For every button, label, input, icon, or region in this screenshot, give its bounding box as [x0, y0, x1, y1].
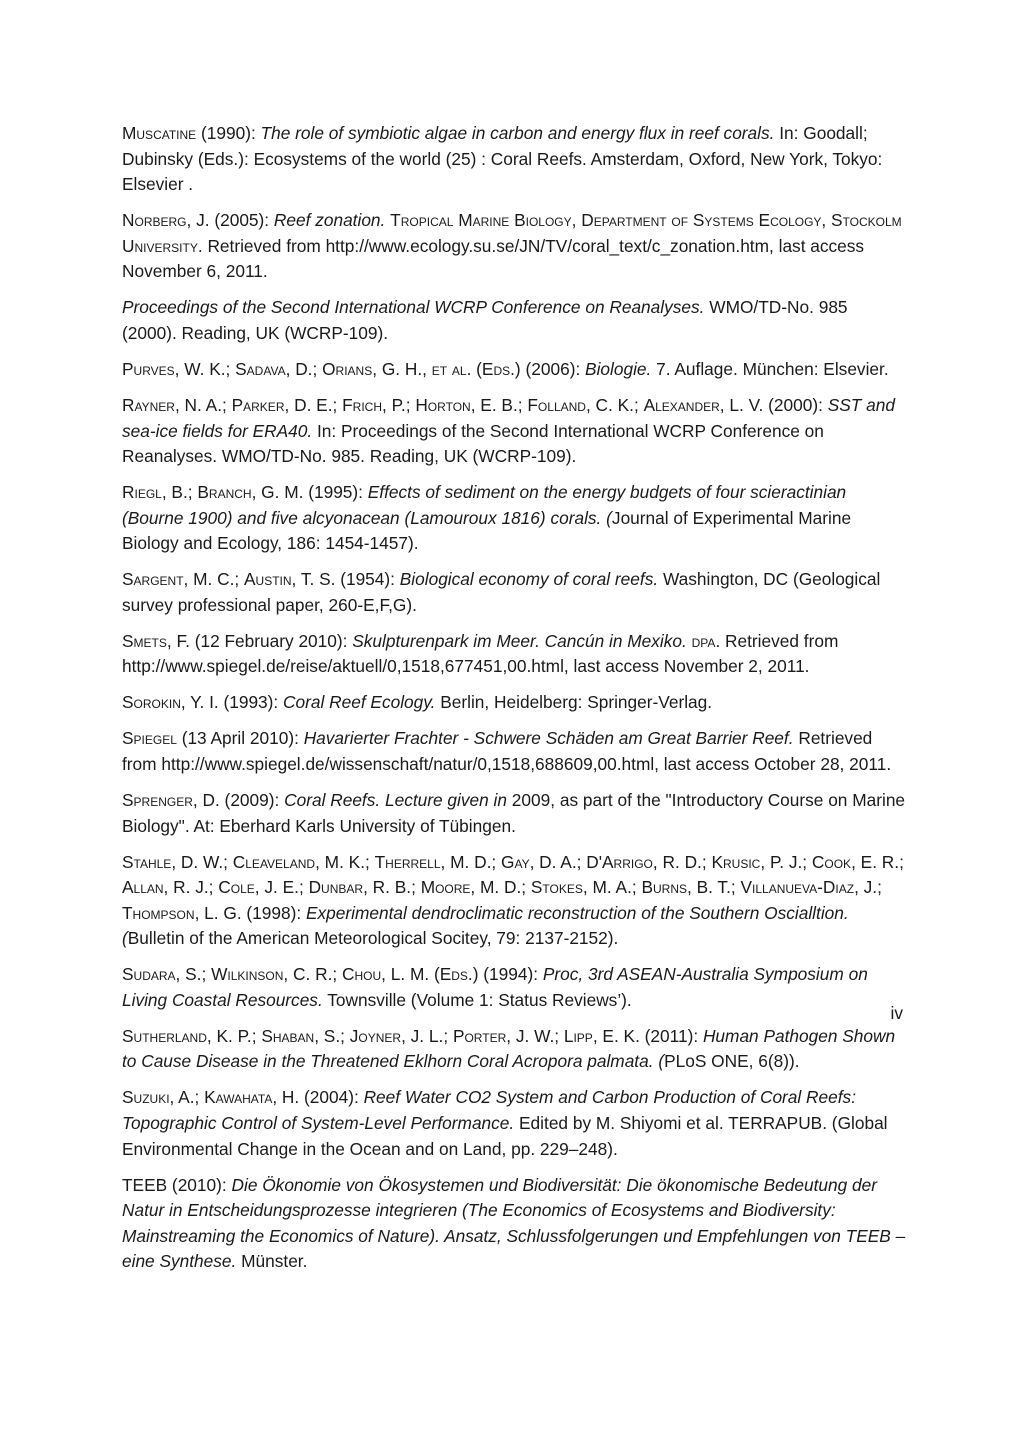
reference-author: D'Arrigo — [586, 851, 653, 872]
reference-entry — [122, 357, 906, 383]
reference-title: Biological economy of coral reefs. — [399, 569, 659, 590]
reference-entry — [122, 1085, 906, 1162]
reference-text: , G. H., — [372, 358, 432, 379]
reference-list — [122, 121, 906, 1285]
reference-text: , A.; — [169, 1087, 205, 1108]
reference-author: Branch — [197, 482, 252, 503]
reference-text: Townsville (Volume 1: Status Reviews’). — [322, 989, 632, 1010]
reference-author: Lipp — [563, 1025, 593, 1046]
reference-author: Suzuki — [122, 1087, 170, 1108]
reference-title: Human Pathogen Shown to Cause Disease in the Threatened Eklhorn Coral Acropora palmata. ( — [122, 1025, 896, 1072]
reference-author: Moore — [420, 877, 471, 898]
reference-text: , R. B.; — [363, 877, 421, 898]
reference-author: Kawahata — [204, 1087, 273, 1108]
reference-text: , J. E.; — [254, 877, 309, 898]
reference-text: TEEB (2010): — [122, 1174, 232, 1195]
reference-title: Skulpturenpark im Meer. Cancún in Mexiko. — [352, 630, 687, 651]
reference-entry — [122, 295, 906, 346]
reference-title: Experimental dendroclimatic reconstruction of the Southern Oscialltion. ( — [122, 902, 849, 949]
reference-text: , M. D.; — [440, 851, 502, 872]
reference-entry — [122, 121, 906, 198]
reference-text: , M. K.; — [315, 851, 375, 872]
reference-text: , B. T.; — [687, 877, 741, 898]
reference-title: Havarierter Frachter - Schwere Schäden am Great Barrier Reef. — [303, 728, 794, 749]
reference-text: , W. K.; — [174, 358, 236, 379]
reference-entry — [122, 788, 906, 839]
reference-entry — [122, 690, 906, 716]
reference-text: , M. D.; — [470, 877, 531, 898]
reference-author: Allan — [122, 877, 164, 898]
reference-author: et al. (Eds.) — [431, 358, 521, 379]
reference-title: Proc, 3rd ASEAN-Australia Symposium on Living Coastal Resources. — [122, 964, 868, 1010]
reference-entry — [122, 567, 906, 618]
reference-author: Riegl — [122, 482, 162, 503]
reference-author: Stahle — [122, 851, 172, 872]
reference-author: Burns — [641, 877, 688, 898]
reference-author: Rayner — [122, 394, 175, 415]
reference-text: , D. W.; — [171, 851, 233, 872]
reference-title: Effects of sediment on the energy budgets of four scieractinian (Bourne 1900) and five alcyonacean (Lamouroux 1816) corals. ( — [122, 482, 847, 528]
reference-text: , H. (2004): — [272, 1087, 364, 1108]
reference-author: Norberg — [122, 210, 187, 231]
reference-title: Die Ökonomie von Ökosystemen und Biodiversität: Die ökonomische Bedeutung der Natur in Entscheidungsprozesse integrieren (The Economics of Ecosystems and Biodiversity: Mainstreaming the Economics of Nature). Ansatz, Schlussfolgerungen und Empfehlungen von TEEB – eine Synthese. — [122, 1174, 906, 1272]
reference-text: , K. P.; — [206, 1025, 262, 1046]
reference-text: (2006): — [520, 358, 586, 379]
reference-text: , P.; — [382, 394, 416, 415]
reference-entry — [122, 393, 906, 470]
reference-author: Smets — [122, 630, 167, 651]
reference-text: 7. Auflage. München: Elsevier. — [651, 358, 889, 379]
reference-text: , E. R.; — [851, 851, 904, 872]
reference-text: Retrieved from http://www.ecology.su.se/JN/TV/coral_text/c_zonation.htm, last access November 6, 2011. — [122, 235, 865, 282]
reference-author: Horton — [415, 394, 471, 415]
reference-author: Shaban — [261, 1025, 315, 1046]
reference-text: , Y. I. (1993): — [180, 692, 284, 713]
reference-text: Berlin, Heidelberg: Springer-Verlag. — [435, 692, 713, 713]
reference-author: Cole — [218, 877, 255, 898]
reference-text: , M. C.; — [183, 569, 245, 590]
reference-author: Sudara — [122, 964, 176, 985]
reference-author: Stokes — [530, 877, 583, 898]
reference-text: Edited by M. Shiyomi et al. TERRAPUB. (Global Environmental Change in the Ocean and on Land, pp. 229–248). — [122, 1113, 888, 1159]
reference-author: Porter — [452, 1025, 507, 1046]
reference-text: , T. S. (1954): — [291, 569, 400, 590]
reference-title: SST and sea-ice fields for ERA40. — [122, 394, 895, 441]
reference-author: Cleaveland — [232, 851, 316, 872]
reference-text: WMO/TD-No. 985 (2000). Reading, UK (WCRP-109). — [122, 297, 848, 343]
reference-text: , D. A.; — [529, 851, 587, 872]
reference-author: Muscatine — [122, 123, 197, 143]
reference-text: , L. V. (2000): — [719, 394, 828, 415]
reference-author: Frich — [342, 394, 382, 415]
reference-text: , D. E.; — [284, 394, 343, 415]
reference-text: , R. D.; — [652, 851, 712, 872]
reference-author: Therrell — [374, 851, 441, 872]
reference-title: Biologie. — [585, 358, 652, 379]
reference-author: Joyner — [349, 1025, 402, 1046]
reference-title: Coral Reef Ecology. — [283, 692, 436, 713]
reference-title: Reef zonation. — [273, 210, 386, 231]
reference-author: Gay — [501, 851, 530, 872]
reference-author: Villanueva-Diaz — [740, 877, 855, 898]
reference-author: Sargent — [122, 569, 184, 590]
reference-text: , S.; — [175, 964, 212, 985]
reference-entry — [122, 1173, 906, 1275]
reference-author: Sorokin — [122, 692, 181, 713]
reference-author: Tropical Marine Biology, Department of Systems Ecology, Stockolm University. — [122, 210, 902, 256]
reference-text: Journal of Experimental Marine Biology and Ecology, 186: 1454-1457). — [122, 507, 852, 554]
reference-author: Krusic — [711, 851, 761, 872]
reference-entry — [122, 480, 906, 557]
reference-author: Dunbar — [308, 877, 364, 898]
reference-text: (13 April 2010): — [176, 728, 304, 749]
reference-text: , C. K.; — [585, 394, 644, 415]
reference-author: Alexander — [643, 394, 720, 415]
reference-author: Parker — [231, 394, 285, 415]
reference-text: PLoS ONE, 6(8)). — [664, 1051, 800, 1072]
reference-entry — [122, 629, 906, 680]
reference-text: Retrieved from http://www.spiegel.de/wissenschaft/natur/0,1518,688609,00.html, last access October 28, 2011. — [122, 728, 892, 774]
reference-text: Bulletin of the American Meteorological Socitey, 79: 2137-2152). — [127, 928, 619, 949]
reference-author: (Eds.) — [433, 964, 479, 985]
reference-author: Folland — [527, 394, 586, 415]
reference-text: , D. (2009): — [192, 789, 285, 810]
reference-author: dpa — [691, 630, 716, 651]
reference-author: Thompson — [122, 902, 195, 923]
reference-text: , S.; — [314, 1025, 350, 1046]
reference-author: Sadava — [235, 358, 286, 379]
reference-text: , P. J.; — [760, 851, 812, 872]
reference-text: , B.; — [161, 482, 198, 503]
reference-text: (1990): — [196, 123, 261, 143]
reference-text: Washington, DC (Geological survey professional paper, 260-E,F,G). — [122, 569, 881, 615]
reference-entry — [122, 962, 906, 1013]
reference-text: , N. A.; — [174, 394, 232, 415]
reference-text: , E. B.; — [470, 394, 528, 415]
reference-entry — [122, 726, 906, 777]
reference-title: Coral Reefs. Lecture given in — [284, 789, 507, 810]
reference-author: Purves — [122, 358, 175, 379]
reference-author: Orians — [322, 358, 373, 379]
reference-text: , C. R.; — [283, 964, 342, 985]
reference-text: , E. K. (2011): — [592, 1025, 703, 1046]
reference-text: , L. M. — [381, 964, 434, 985]
reference-title: Proceedings of the Second International WCRP Conference on Reanalyses. — [122, 297, 705, 318]
reference-author: Sprenger — [122, 789, 193, 810]
reference-text: (1994): — [478, 964, 543, 985]
reference-text: Münster. — [236, 1251, 308, 1272]
reference-text: , J. W.; — [506, 1025, 564, 1046]
reference-text: , L. G. (1998): — [194, 902, 306, 923]
reference-title: Reef Water CO2 System and Carbon Production of Coral Reefs: Topographic Control of System-Level Performance. — [122, 1087, 857, 1134]
reference-text: , D.; — [285, 358, 323, 379]
reference-text: . Retrieved from http://www.spiegel.de/reise/aktuell/0,1518,677451,00.html, last access November 2, 2011. — [122, 630, 839, 677]
reference-text: In: Proceedings of the Second International WCRP Conference on Reanalyses. WMO/TD-No. 985. Reading, UK (WCRP-109). — [122, 420, 824, 467]
reference-author: Sutherland — [122, 1025, 207, 1046]
reference-author: Spiegel — [122, 728, 177, 749]
reference-entry — [122, 208, 906, 285]
reference-text: , R. J.; — [163, 877, 219, 898]
reference-text: , J. L.; — [401, 1025, 453, 1046]
reference-text: , F. (12 February 2010): — [166, 630, 353, 651]
reference-entry — [122, 1024, 906, 1075]
reference-text: , J. (2005): — [186, 210, 274, 231]
reference-author: Cook — [811, 851, 852, 872]
reference-text: 2009, as part of the "Introductory Course on Marine Biology". At: Eberhard Karls University of Tübingen. — [122, 789, 906, 836]
reference-text: , G. M. (1995): — [251, 482, 368, 503]
reference-author: Wilkinson — [211, 964, 284, 985]
reference-entry — [122, 850, 906, 952]
reference-author: Chou — [342, 964, 382, 985]
reference-text: , M. A.; — [582, 877, 642, 898]
reference-author: Austin — [244, 569, 292, 590]
reference-title: The role of symbiotic algae in carbon and energy flux in reef corals. — [260, 123, 775, 143]
reference-text: In: Goodall; Dubinsky (Eds.): Ecosystems of the world (25) : Coral Reefs. Amsterdam, Oxford, New York, Tokyo: Elsevier . — [122, 123, 883, 195]
reference-text: , J.; — [854, 877, 882, 898]
page-number: iv — [890, 1003, 903, 1023]
